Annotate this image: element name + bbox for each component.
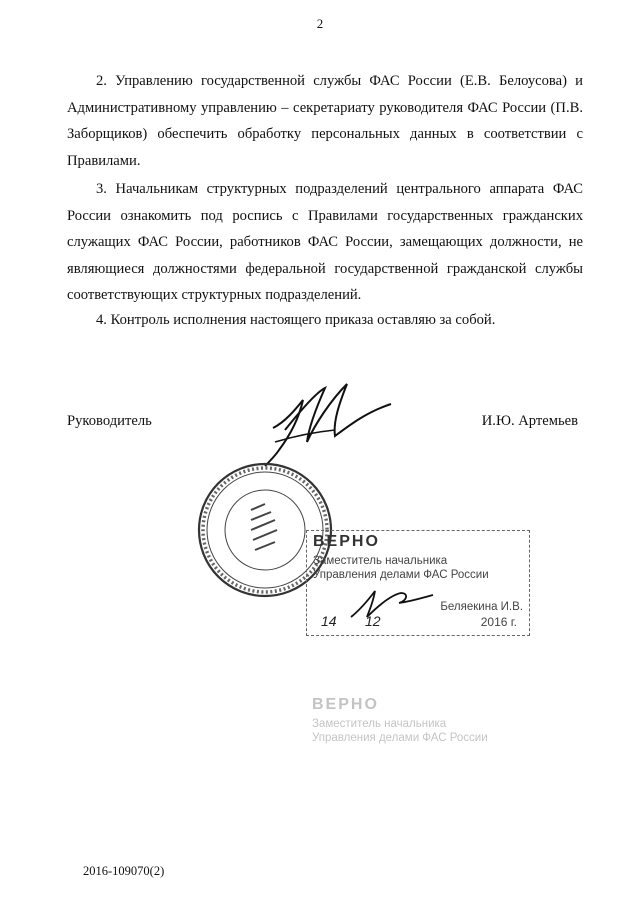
stamp-name: Беляекина И.В. [440, 601, 523, 613]
ghost-position-line2: Управления делами ФАС России [312, 732, 488, 744]
ghost-position-line1: Заместитель начальника [312, 718, 447, 730]
stamp-show-through [306, 696, 528, 756]
stamp-month: 12 [365, 613, 381, 629]
paragraph-4: 4. Контроль исполнения настоящего приказа оставляю за собой. [96, 312, 496, 328]
document-id: 2016-109070(2) [83, 864, 165, 878]
signatory-title: Руководитель [67, 413, 152, 429]
stamp-position-line2: Управления делами ФАС России [313, 569, 489, 581]
certification-stamp [306, 530, 530, 636]
stamp-position-line1: Заместитель начальника [313, 555, 448, 567]
ghost-verno: ВЕРНО [312, 696, 379, 713]
signatory-name: И.Ю. Артемьев [481, 413, 578, 429]
handwritten-signature [255, 370, 395, 470]
stamp-day: 14 [321, 613, 337, 629]
page-number: 2 [316, 16, 324, 31]
paragraph-2: 2. Управлению государственной службы ФАС России (Е.В. Белоусова) и Административному управлению – секретариату руководителя ФАС России (П.В. Заборщиков) обеспечить обработку персональных данных в соответствии с Правилами. [67, 73, 583, 169]
stamp-verno: ВЕРНО [313, 533, 380, 550]
paragraph-3: 3. Начальникам структурных подразделений центрального аппарата ФАС России ознакомить под роспись с Правилами государственных гражданских служащих ФАС России, работников ФАС России, замещающих должности, не являющиеся должностями федеральной государственной гражданской службы соответствующих структурных подразделений. [67, 181, 583, 303]
stamp-signature [347, 585, 437, 621]
stamp-year: 2016 г. [480, 615, 517, 629]
